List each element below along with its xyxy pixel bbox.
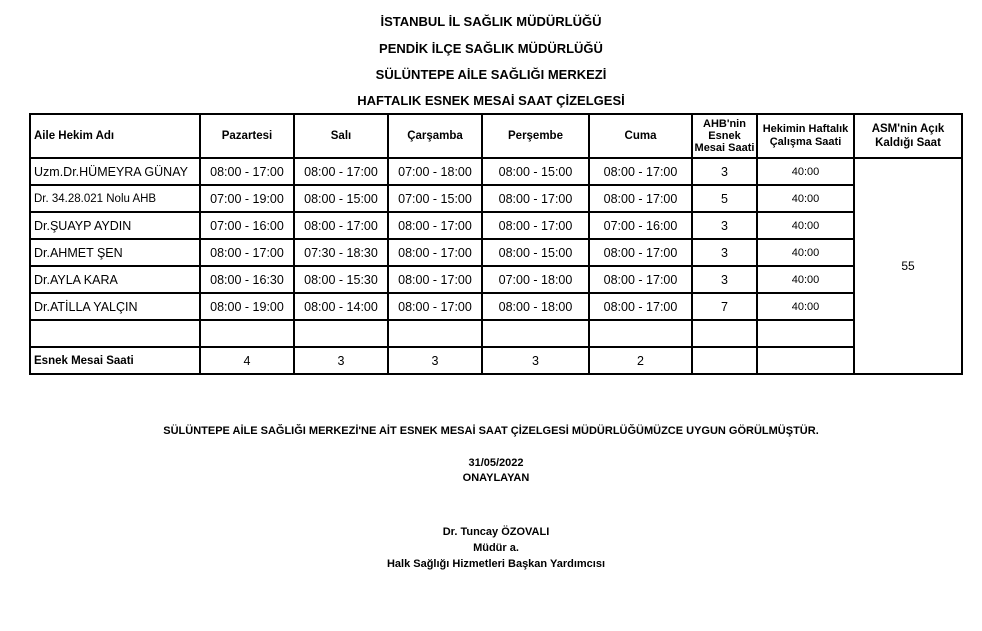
table-row	[30, 158, 962, 185]
wednesday-hours: 07:00 - 18:00	[388, 158, 482, 185]
table-row	[30, 293, 962, 320]
flex-hours-footer-row	[30, 347, 962, 374]
thursday-hours: 08:00 - 17:00	[482, 185, 589, 212]
approver-label: ONAYLAYAN	[462, 472, 530, 484]
friday-hours: 08:00 - 17:00	[589, 185, 692, 212]
wednesday-hours: 08:00 - 17:00	[388, 212, 482, 239]
friday-hours: 08:00 - 17:00	[589, 158, 692, 185]
table-row	[30, 185, 962, 212]
tuesday-hours: 08:00 - 17:00	[294, 158, 388, 185]
doctor-name: Dr. 34.28.021 Nolu AHB	[30, 185, 200, 212]
empty-cell	[200, 320, 294, 347]
tuesday-hours: 08:00 - 17:00	[294, 212, 388, 239]
empty-row	[30, 320, 962, 347]
ahb-flex-hours: 7	[692, 293, 757, 320]
ahb-flex-hours: 3	[692, 212, 757, 239]
monday-hours: 07:00 - 16:00	[200, 212, 294, 239]
schedule-table	[29, 113, 963, 375]
table-row	[30, 212, 962, 239]
table-row	[30, 239, 962, 266]
friday-hours: 08:00 - 17:00	[589, 239, 692, 266]
col-header-name: Aile Hekim Adı	[30, 114, 200, 158]
ahb-flex-hours: 5	[692, 185, 757, 212]
ahb-flex-hours: 3	[692, 266, 757, 293]
asm-open-hours: 55	[854, 158, 962, 374]
footer-weekly-empty	[757, 347, 854, 374]
approval-statement: SÜLÜNTEPE AİLE SAĞLIĞI MERKEZİ'NE AİT ESNEK MESAİ SAAT ÇİZELGESİ MÜDÜRLÜĞÜMÜZCE UYGUN GÖRÜLMÜŞTÜR.	[163, 425, 819, 437]
empty-cell	[294, 320, 388, 347]
header-line-province: İSTANBUL İL SAĞLIK MÜDÜRLÜĞÜ	[380, 14, 602, 29]
col-header-friday: Cuma	[589, 114, 692, 158]
tuesday-hours: 07:30 - 18:30	[294, 239, 388, 266]
weekly-hours: 40:00	[757, 185, 854, 212]
monday-hours: 08:00 - 17:00	[200, 239, 294, 266]
table-header-row	[30, 114, 962, 158]
footer-thursday: 3	[482, 347, 589, 374]
thursday-hours: 08:00 - 17:00	[482, 212, 589, 239]
signatory-on-behalf: Müdür a.	[473, 542, 519, 554]
empty-cell	[589, 320, 692, 347]
thursday-hours: 08:00 - 18:00	[482, 293, 589, 320]
weekly-hours: 40:00	[757, 212, 854, 239]
footer-wednesday: 3	[388, 347, 482, 374]
document-title: HAFTALIK ESNEK MESAİ SAAT ÇİZELGESİ	[357, 93, 625, 108]
col-header-asm-l2: Kaldığı Saat	[875, 137, 941, 149]
doctor-name: Dr.AHMET ŞEN	[30, 239, 200, 266]
footer-monday: 4	[200, 347, 294, 374]
empty-cell	[757, 320, 854, 347]
weekly-hours: 40:00	[757, 266, 854, 293]
wednesday-hours: 08:00 - 17:00	[388, 266, 482, 293]
thursday-hours: 07:00 - 18:00	[482, 266, 589, 293]
col-header-asm-l1: ASM'nin Açık	[871, 123, 945, 135]
thursday-hours: 08:00 - 15:00	[482, 239, 589, 266]
doctor-name: Dr.AYLA KARA	[30, 266, 200, 293]
doctor-name: Dr.ŞUAYP AYDIN	[30, 212, 200, 239]
monday-hours: 08:00 - 19:00	[200, 293, 294, 320]
weekly-hours: 40:00	[757, 158, 854, 185]
friday-hours: 07:00 - 16:00	[589, 212, 692, 239]
thursday-hours: 08:00 - 15:00	[482, 158, 589, 185]
ahb-flex-hours: 3	[692, 239, 757, 266]
col-header-weekly-l1: Hekimin Haftalık	[762, 123, 849, 135]
wednesday-hours: 08:00 - 17:00	[388, 293, 482, 320]
footer-label: Esnek Mesai Saati	[30, 347, 200, 374]
footer-tuesday: 3	[294, 347, 388, 374]
weekly-hours: 40:00	[757, 293, 854, 320]
empty-cell	[692, 320, 757, 347]
tuesday-hours: 08:00 - 15:00	[294, 185, 388, 212]
wednesday-hours: 07:00 - 15:00	[388, 185, 482, 212]
col-header-weekly-l2: Çalışma Saati	[769, 136, 842, 148]
monday-hours: 08:00 - 17:00	[200, 158, 294, 185]
header-line-district: PENDİK İLÇE SAĞLIK MÜDÜRLÜĞÜ	[379, 41, 603, 56]
doctor-name: Dr.ATİLLA YALÇIN	[30, 293, 200, 320]
col-header-weekly-hours	[757, 114, 854, 158]
header-line-center: SÜLÜNTEPE AİLE SAĞLIĞI MERKEZİ	[375, 67, 607, 82]
ahb-flex-hours: 3	[692, 158, 757, 185]
signatory-title: Halk Sağlığı Hizmetleri Başkan Yardımcısı	[386, 558, 606, 570]
tuesday-hours: 08:00 - 15:30	[294, 266, 388, 293]
signatory-name: Dr. Tuncay ÖZOVALI	[442, 526, 550, 538]
col-header-thursday: Perşembe	[482, 114, 589, 158]
col-header-asm-hours	[854, 114, 962, 158]
footer-ahb-empty	[692, 347, 757, 374]
monday-hours: 07:00 - 19:00	[200, 185, 294, 212]
col-header-ahb-flex	[692, 114, 757, 158]
col-header-ahb-l3: Mesai Saati	[694, 142, 755, 154]
empty-cell	[388, 320, 482, 347]
approval-date: 31/05/2022	[468, 457, 524, 469]
col-header-wednesday: Çarşamba	[388, 114, 482, 158]
col-header-tuesday: Salı	[294, 114, 388, 158]
footer-friday: 2	[589, 347, 692, 374]
empty-cell	[482, 320, 589, 347]
table-row	[30, 266, 962, 293]
friday-hours: 08:00 - 17:00	[589, 293, 692, 320]
empty-cell	[30, 320, 200, 347]
col-header-monday: Pazartesi	[200, 114, 294, 158]
col-header-ahb-l2: Esnek	[708, 130, 741, 142]
monday-hours: 08:00 - 16:30	[200, 266, 294, 293]
col-header-ahb-l1: AHB'nin	[703, 118, 746, 130]
wednesday-hours: 08:00 - 17:00	[388, 239, 482, 266]
doctor-name: Uzm.Dr.HÜMEYRA GÜNAY	[30, 158, 200, 185]
friday-hours: 08:00 - 17:00	[589, 266, 692, 293]
tuesday-hours: 08:00 - 14:00	[294, 293, 388, 320]
weekly-hours: 40:00	[757, 239, 854, 266]
